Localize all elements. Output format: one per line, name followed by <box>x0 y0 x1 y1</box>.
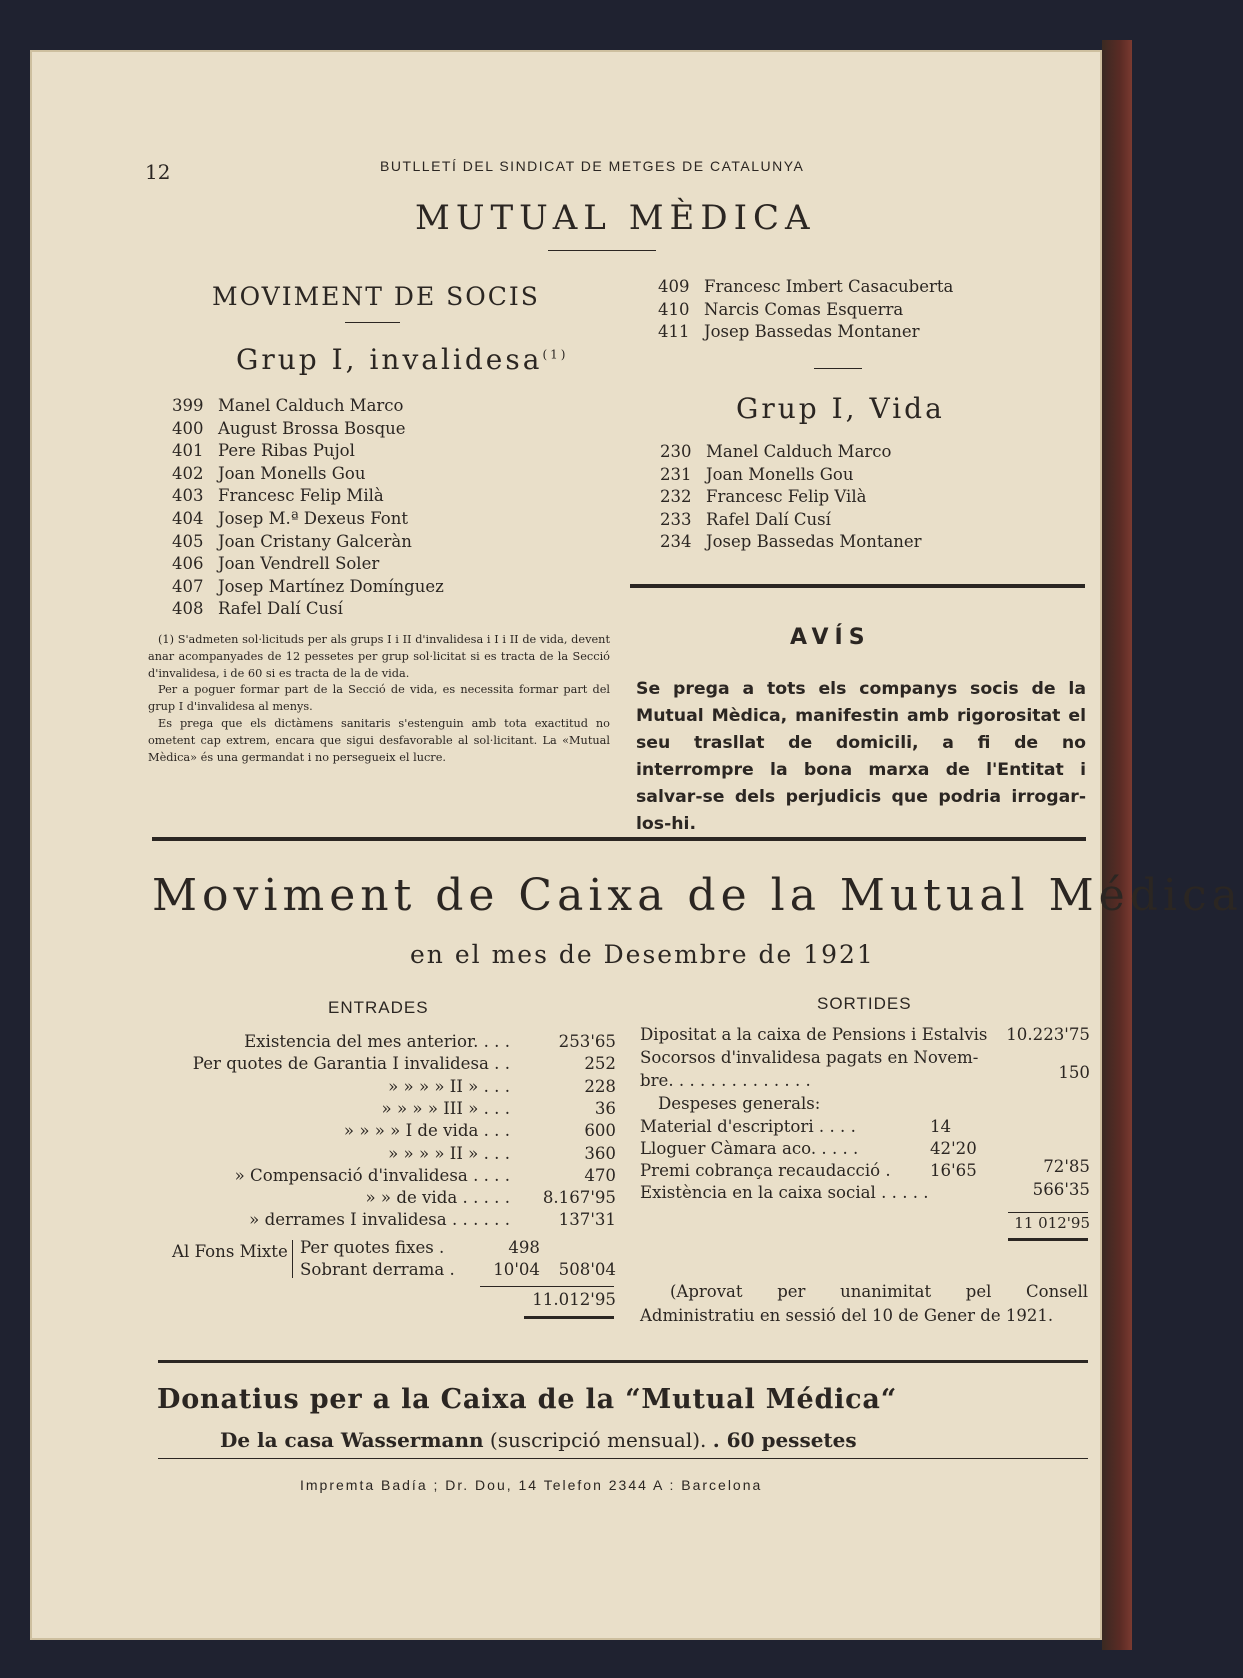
member-row <box>660 464 922 487</box>
member-number: 234 <box>660 532 692 552</box>
member-name: Josep M.ª Dexeus Font <box>218 508 408 528</box>
despesa-total: 72'85 <box>1043 1157 1090 1176</box>
member-row <box>660 441 922 464</box>
entrades-label: Per quotes de Garantia I invalidesa . . <box>192 1054 510 1074</box>
member-number: 410 <box>658 299 690 319</box>
donatius-line <box>220 1428 857 1452</box>
member-number: 230 <box>660 442 692 461</box>
entrades-total-rule <box>524 1316 614 1319</box>
sortides-amount: 10.223'75 <box>1006 1025 1090 1044</box>
footnote <box>148 632 610 766</box>
donor-name: De la casa Wassermann <box>220 1428 484 1452</box>
donatius-rule-top <box>158 1360 1088 1363</box>
member-name: Francesc Felip Milà <box>218 486 384 506</box>
entrades-subtotal-rule <box>480 1286 614 1287</box>
entrades-amount: 8.167'95 <box>542 1188 616 1208</box>
despesa-amount: 14 <box>930 1117 952 1136</box>
despesa-amount: 42'20 <box>930 1139 977 1158</box>
member-row <box>658 276 953 299</box>
entrades-amount: 228 <box>584 1076 616 1096</box>
sortides-amount: 150 <box>1058 1063 1090 1082</box>
member-row <box>658 321 953 344</box>
member-name: Francesc Imbert Casacuberta <box>704 277 954 296</box>
member-number: 406 <box>172 554 204 574</box>
entrades-label: » derrames I invalidesa . . . . . . <box>249 1210 510 1230</box>
entrades-label: » » » » II » . . . <box>388 1076 510 1096</box>
member-row <box>172 485 444 508</box>
member-row <box>172 463 444 486</box>
despesa-label: Material d'escriptori . . . . <box>640 1117 856 1136</box>
socis-heading: MOVIMENT DE SOCIS <box>212 282 540 311</box>
member-row <box>172 598 444 621</box>
fons-mixte <box>172 1242 288 1261</box>
footnote-paragraph: Es prega que els dictàmens sanitaris s'estenguin amb tota exactitud no ometent cap extrem, encara que sigui desfavorable al sol·licitant. La «Mutual Mèdica» és una germandat i no persegueix el lucre. <box>148 716 610 764</box>
entrades-label: » » » » II » . . . <box>388 1143 510 1163</box>
member-name: Joan Vendrell Soler <box>218 554 380 574</box>
member-row <box>172 576 444 599</box>
section-rule <box>152 837 1086 841</box>
fons-row-total: 508'04 <box>558 1260 616 1279</box>
despesa-label: Premi cobrança recaudacció . <box>640 1161 891 1180</box>
member-row <box>660 531 922 554</box>
fons-row-amount: 498 <box>508 1238 540 1257</box>
fons-row-label: Sobrant derrama . <box>300 1260 455 1279</box>
member-row <box>660 486 922 509</box>
grup1-member-list <box>172 395 444 621</box>
page-title: MUTUAL MÈDICA <box>415 198 816 238</box>
member-name: Joan Monells Gou <box>218 463 366 483</box>
member-number: 403 <box>172 486 204 506</box>
grup1-title <box>236 343 568 376</box>
entrades-label: » » » » III » . . . <box>381 1098 510 1118</box>
despesa-amount: 16'65 <box>930 1161 977 1180</box>
member-name: Josep Martínez Domínguez <box>218 576 444 596</box>
sortides-label: Dipositat a la caixa de Pensions i Estalvis <box>640 1025 988 1044</box>
caixa-subtitle: en el mes de Desembre de 1921 <box>410 940 875 969</box>
running-title: BUTLLETÍ DEL SINDICAT DE METGES DE CATALUNYA <box>380 158 805 174</box>
member-row <box>172 531 444 554</box>
entrades-amount: 360 <box>584 1143 616 1163</box>
entrades-amount: 36 <box>594 1098 616 1118</box>
footnote-paragraph: (1) S'admeten sol·licituds per als grups I i II d'invalidesa i I i II de vida, devent anar acompanyades de 12 pessetes per grup sol·licitat si es tracta de la Secció d'invalidesa, i de 60 si es tracta de la de vida. <box>148 633 610 680</box>
caixa-title: Moviment de Caixa de la Mutual Médica <box>152 870 1243 921</box>
member-name: Josep Bassedas Montaner <box>706 532 922 552</box>
sortides-label: Socorsos d'invalidesa pagats en Novem- <box>640 1048 979 1067</box>
grup1-title-text: Grup I, invalidesa <box>236 343 543 376</box>
book-spine <box>1102 40 1132 1650</box>
member-row <box>172 418 444 441</box>
grup1-member-list-continued <box>658 276 953 344</box>
existencia-label: Existència en la caixa social . . . . . <box>640 1183 929 1202</box>
sortides-label: Despeses generals: <box>658 1094 821 1113</box>
entrades-amount: 470 <box>584 1165 616 1185</box>
entrades-total: 11.012'95 <box>532 1290 616 1309</box>
donatius-rule-bottom <box>158 1458 1088 1459</box>
member-number: 405 <box>172 531 204 551</box>
member-number: 402 <box>172 463 204 483</box>
member-number: 232 <box>660 487 692 507</box>
page-number: 12 <box>145 160 171 184</box>
entrades-label: » Compensació d'invalidesa . . . . <box>234 1165 510 1185</box>
member-number: 233 <box>660 509 692 529</box>
member-name: August Brossa Bosque <box>218 418 406 438</box>
member-name: Rafel Dalí Cusí <box>218 599 343 619</box>
entrades-label: Existencia del mes anterior. . . . <box>244 1032 510 1051</box>
member-name: Josep Bassedas Montaner <box>704 322 920 342</box>
member-number: 231 <box>660 464 692 484</box>
existencia-amount: 566'35 <box>1032 1180 1090 1199</box>
entrades-heading: ENTRADES <box>328 998 429 1017</box>
member-row <box>172 508 444 531</box>
sortides-total: 11 012'95 <box>1014 1214 1090 1232</box>
member-number: 400 <box>172 418 204 438</box>
sortides-label: bre. . . . . . . . . . . . . . <box>640 1071 811 1090</box>
avis-title: AVÍS <box>790 625 871 650</box>
footnote-paragraph: Per a poguer formar part de la Secció de vida, es necessita formar part del grup I d'invalidesa al menys. <box>148 683 610 714</box>
member-number: 399 <box>172 396 204 415</box>
donor-detail: (suscripció mensual). <box>489 1428 707 1452</box>
member-row <box>660 509 922 532</box>
fons-brace <box>292 1240 297 1278</box>
donatius-title: Donatius per a la Caixa de la “Mutual Médica“ <box>157 1384 898 1415</box>
entrades-amount: 253'65 <box>558 1032 616 1051</box>
fons-label: Al Fons Mixte <box>172 1242 288 1261</box>
member-name: Manel Calduch Marco <box>706 442 892 461</box>
column-rule <box>630 584 1085 588</box>
fons-row-amount: 10'04 <box>493 1260 540 1279</box>
member-number: 407 <box>172 576 204 596</box>
member-row <box>658 299 953 322</box>
sortides-total-rule <box>1008 1238 1088 1241</box>
member-row <box>172 553 444 576</box>
member-number: 411 <box>658 322 690 342</box>
member-number: 404 <box>172 508 204 528</box>
entrades-label: » » de vida . . . . . <box>365 1188 510 1208</box>
member-number: 401 <box>172 441 204 461</box>
sortides-heading: SORTIDES <box>817 994 912 1013</box>
imprint: Impremta Badía ; Dr. Dou, 14 Telefon 2344 A : Barcelona <box>300 1477 763 1493</box>
entrades-amount: 252 <box>584 1054 616 1074</box>
member-name: Joan Cristany Galceràn <box>218 531 412 551</box>
entrades-amount: 600 <box>584 1121 616 1141</box>
member-number: 408 <box>172 599 204 619</box>
member-row <box>172 395 444 418</box>
socis-divider <box>345 322 400 323</box>
member-name: Francesc Felip Vilà <box>706 487 867 507</box>
entrades-amount: 137'31 <box>558 1210 616 1230</box>
aprovat-note: (Aprovat per unanimitat pel Consell Administratiu en sessió del 10 de Gener de 1921. <box>640 1282 1088 1325</box>
footnote-mark: (1) <box>542 347 569 362</box>
member-name: Joan Monells Gou <box>706 464 854 484</box>
grup-vida-title: Grup I, Vida <box>736 392 945 425</box>
fons-row-label: Per quotes fixes . <box>300 1238 445 1257</box>
entrades-label: » » » » I de vida . . . <box>343 1121 510 1141</box>
member-name: Rafel Dalí Cusí <box>706 509 831 529</box>
member-name: Pere Ribas Pujol <box>218 441 355 461</box>
despesa-label: Lloguer Càmara aco. . . . . <box>640 1139 859 1158</box>
grup-vida-member-list <box>660 441 922 554</box>
title-divider <box>548 250 656 251</box>
avis-text: Se prega a tots els companys socis de la Mutual Mèdica, manifestin amb rigorositat el seu trasllat de domicili, a fi de no interrompre la bona marxa de l'Entitat i salvar-se dels perjudicis que podria irrogar-los-hi. <box>636 679 1086 834</box>
member-name: Narcis Comas Esquerra <box>704 299 904 319</box>
donor-amount: . 60 pessetes <box>712 1428 857 1452</box>
member-row <box>172 440 444 463</box>
member-number: 409 <box>658 277 690 296</box>
sortides-subtotal-rule <box>1008 1212 1088 1213</box>
grup-divider <box>814 368 862 369</box>
member-name: Manel Calduch Marco <box>218 396 404 415</box>
